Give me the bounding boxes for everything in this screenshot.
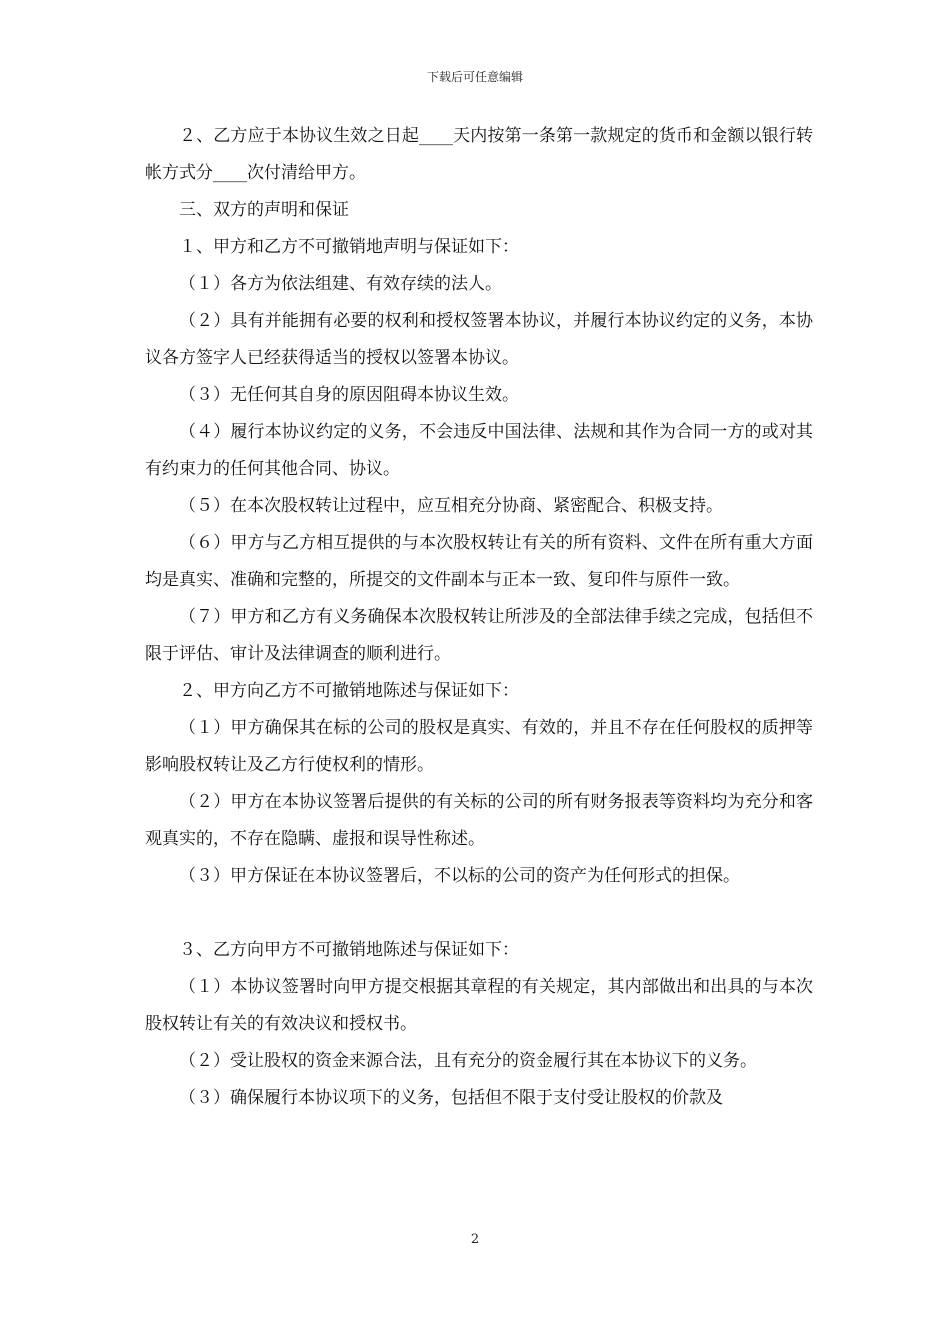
paragraph: （７）甲方和乙方有义务确保本次股权转让所涉及的全部法律手续之完成，包括但不限于评估、审计及法律调查的顺利进行。 bbox=[145, 607, 813, 664]
paragraph: （２）具有并能拥有必要的权利和授权签署本协议，并履行本协议约定的义务，本协议各方签字人已经获得适当的授权以签署本协议。 bbox=[145, 311, 813, 368]
paragraph: （１）甲方确保其在标的公司的股权是真实、有效的，并且不存在任何股权的质押等影响股权转让及乙方行使权利的情形。 bbox=[145, 718, 813, 775]
page-header: 下载后可任意编辑 bbox=[426, 70, 523, 84]
paragraph: （１）本协议签署时向甲方提交根据其章程的有关规定，其内部做出和出具的与本次股权转让有关的有效决议和授权书。 bbox=[145, 977, 813, 1034]
paragraph: ２、甲方向乙方不可撤销地陈述与保证如下： bbox=[179, 681, 519, 701]
paragraph: （３）确保履行本协议项下的义务，包括但不限于支付受让股权的价款及 bbox=[179, 1088, 723, 1108]
paragraph: １、甲方和乙方不可撤销地声明与保证如下： bbox=[179, 237, 519, 257]
document-body bbox=[145, 118, 813, 1117]
paragraph: （３）甲方保证在本协议签署后，不以标的公司的资产为任何形式的担保。 bbox=[179, 866, 740, 886]
paragraph: （３）无任何其自身的原因阻碍本协议生效。 bbox=[179, 385, 519, 405]
paragraph: ２、乙方应于本协议生效之日起____天内按第一条第一款规定的货币和金额以银行转帐方式分____次付清给甲方。 bbox=[145, 126, 813, 183]
paragraph: （６）甲方与乙方相互提供的与本次股权转让有关的所有资料、文件在所有重大方面均是真实、准确和完整的，所提交的文件副本与正本一致、复印件与原件一致。 bbox=[145, 533, 813, 590]
page-number: 2 bbox=[470, 1232, 480, 1247]
paragraph: （２）甲方在本协议签署后提供的有关标的公司的所有财务报表等资料均为充分和客观真实的，不存在隐瞒、虚报和误导性称述。 bbox=[145, 792, 813, 849]
paragraph: （１）各方为依法组建、有效存续的法人。 bbox=[179, 274, 502, 294]
paragraph: ３、乙方向甲方不可撤销地陈述与保证如下： bbox=[179, 940, 519, 960]
section-heading: 三、双方的声明和保证 bbox=[179, 200, 349, 220]
paragraph: （２）受让股权的资金来源合法，且有充分的资金履行其在本协议下的义务。 bbox=[179, 1051, 757, 1071]
paragraph: （４）履行本协议约定的义务，不会违反中国法律、法规和其作为合同一方的或对其有约束力的任何其他合同、协议。 bbox=[145, 422, 813, 479]
paragraph: （５）在本次股权转让过程中，应互相充分协商、紧密配合、积极支持。 bbox=[179, 496, 723, 516]
